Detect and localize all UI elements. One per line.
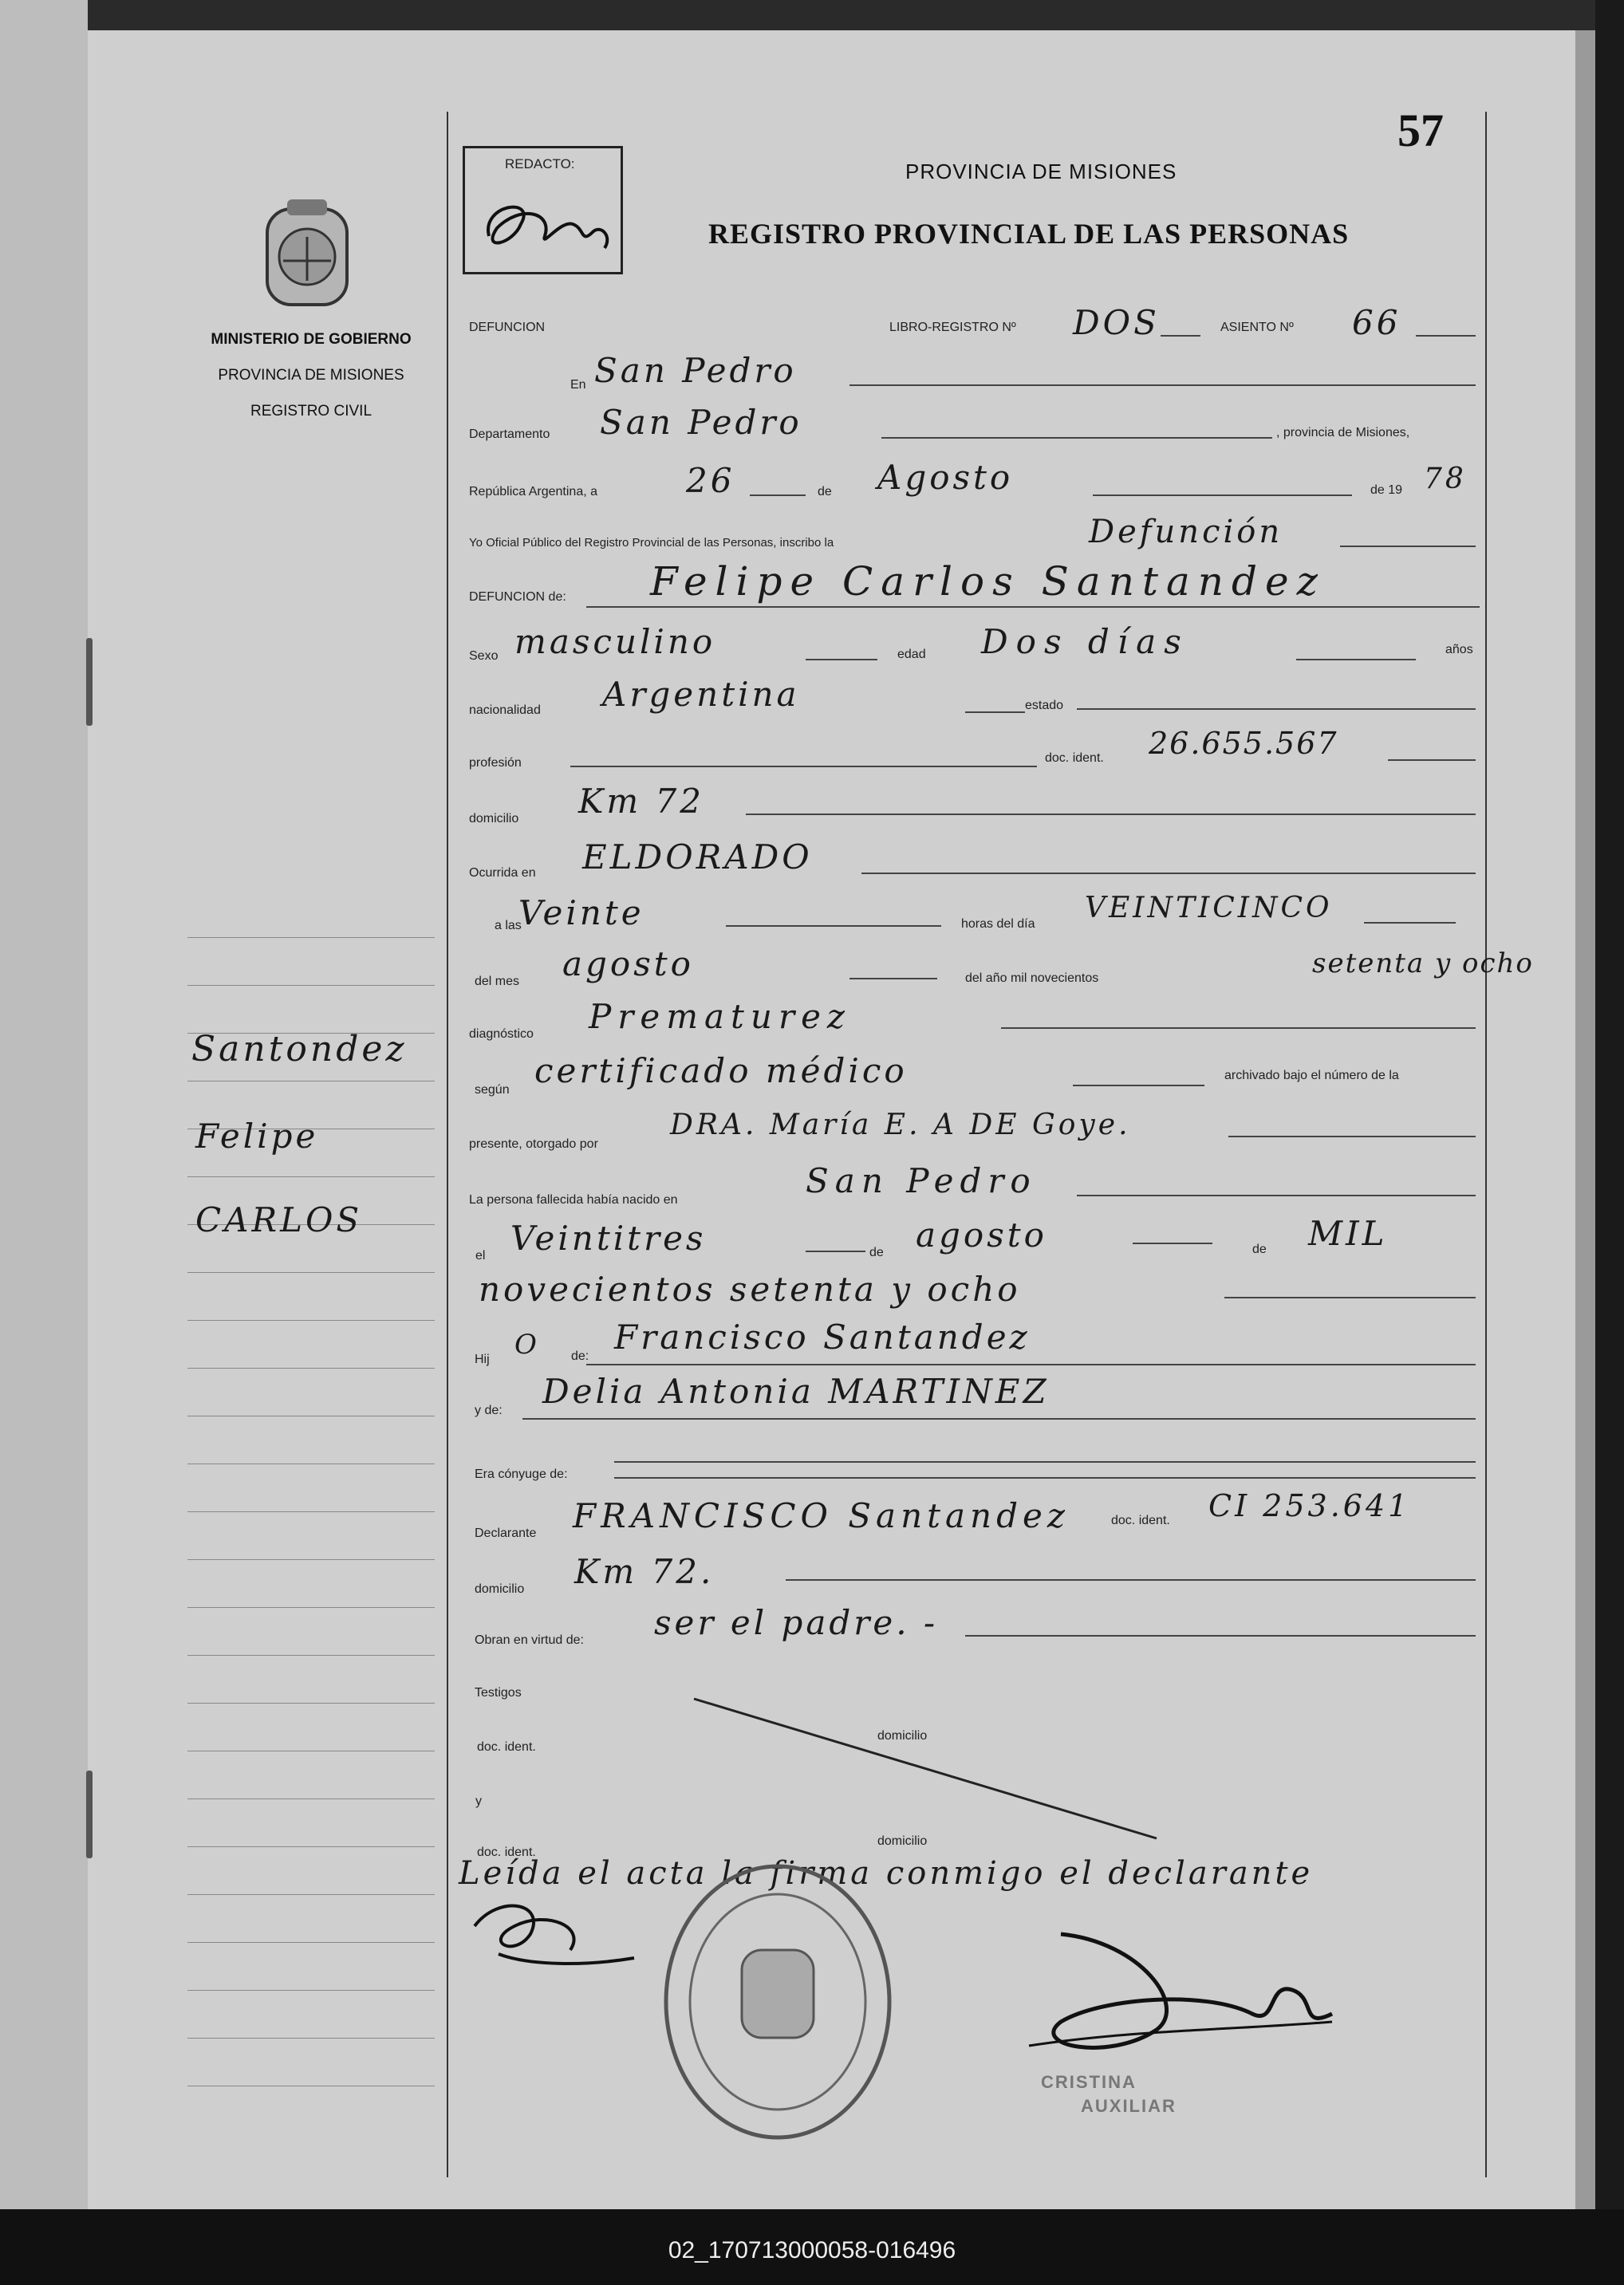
margin-rule bbox=[187, 1368, 435, 1369]
fill-line bbox=[806, 1251, 865, 1252]
label-doc-ident4: doc. ident. bbox=[477, 1846, 536, 1859]
registry-title: REGISTRO PROVINCIAL DE LAS PERSONAS bbox=[708, 218, 1350, 250]
value-dia-texto: VEINTICINCO bbox=[1085, 892, 1333, 924]
ministry-line2: PROVINCIA DE MISIONES bbox=[218, 367, 404, 384]
label-asiento: ASIENTO Nº bbox=[1220, 321, 1294, 334]
label-nacionalidad: nacionalidad bbox=[469, 703, 541, 717]
fill-line bbox=[965, 711, 1025, 713]
value-nac-dia: Veintitres bbox=[510, 1219, 707, 1258]
label-archivado: archivado bajo el número de la bbox=[1224, 1069, 1399, 1082]
label-anos: años bbox=[1445, 643, 1473, 656]
value-nac-ano1: MIL bbox=[1308, 1214, 1388, 1253]
book-spine bbox=[0, 0, 88, 2209]
label-de3: de bbox=[1252, 1243, 1267, 1256]
margin-rule bbox=[187, 1272, 435, 1273]
label-de: de bbox=[818, 485, 832, 498]
margin-rule bbox=[187, 1607, 435, 1608]
margin-rule bbox=[187, 1559, 435, 1560]
fill-line bbox=[726, 925, 941, 927]
value-madre: Delia Antonia MARTINEZ bbox=[542, 1372, 1050, 1411]
redacto-box bbox=[463, 146, 623, 274]
cancellation-stroke bbox=[686, 1691, 1165, 1850]
label-domicilio3: domicilio bbox=[877, 1729, 928, 1743]
label-nacido: La persona fallecida había nacido en bbox=[469, 1193, 678, 1207]
margin-rule bbox=[187, 1798, 435, 1799]
fill-line bbox=[1093, 494, 1352, 496]
margin-rule bbox=[187, 1703, 435, 1704]
value-nacionalidad: Argentina bbox=[602, 675, 800, 714]
label-de2: de bbox=[869, 1246, 884, 1259]
value-inscribo: Defunción bbox=[1089, 514, 1283, 550]
value-domicilio: Km 72 bbox=[578, 782, 704, 821]
fill-line bbox=[1340, 546, 1476, 547]
label-diagnostico: diagnóstico bbox=[469, 1027, 534, 1041]
right-frame-line bbox=[1485, 112, 1487, 2177]
label-y: y bbox=[475, 1795, 482, 1808]
value-nac-ano2: novecientos setenta y ocho bbox=[479, 1270, 1021, 1309]
fill-line bbox=[806, 659, 877, 660]
value-nombre: Felipe Carlos Santandez bbox=[650, 558, 1326, 605]
coat-of-arms-emblem bbox=[259, 193, 355, 311]
margin-rule bbox=[187, 1511, 435, 1512]
margin-rule bbox=[187, 1990, 435, 1991]
label-testigos: Testigos bbox=[475, 1686, 522, 1700]
label-defuncion: DEFUNCION bbox=[469, 321, 546, 334]
fill-line bbox=[786, 1579, 1476, 1581]
top-shadow bbox=[88, 0, 1595, 30]
label-domicilio2: domicilio bbox=[475, 1582, 525, 1596]
fill-line bbox=[1364, 922, 1456, 924]
label-obran: Obran en virtud de: bbox=[475, 1633, 584, 1647]
binding-stitch bbox=[86, 638, 93, 726]
fill-line bbox=[614, 1477, 1476, 1479]
value-sexo: masculino bbox=[514, 622, 716, 661]
page-number: 57 bbox=[1397, 104, 1444, 156]
label-ocurrida: Ocurrida en bbox=[469, 866, 536, 880]
value-ano: 78 bbox=[1424, 463, 1467, 495]
margin-rule bbox=[187, 937, 435, 938]
value-doc-ident: 26.655.567 bbox=[1149, 726, 1338, 761]
value-mes-texto: agosto bbox=[562, 944, 694, 983]
fill-line bbox=[750, 494, 806, 496]
value-obran: ser el padre. - bbox=[654, 1603, 939, 1642]
label-libro: LIBRO-REGISTRO Nº bbox=[889, 321, 1016, 334]
redacto-label: REDACTO: bbox=[505, 156, 575, 171]
value-departamento: San Pedro bbox=[600, 403, 802, 442]
fill-line bbox=[1228, 1136, 1476, 1137]
fill-line bbox=[522, 1418, 1476, 1420]
binding-stitch bbox=[86, 1771, 93, 1858]
value-nac-mes: agosto bbox=[916, 1215, 1047, 1255]
label-estado: estado bbox=[1025, 699, 1064, 712]
redacto-signature bbox=[465, 148, 621, 272]
value-mes: Agosto bbox=[877, 458, 1014, 497]
label-a-las: a las bbox=[495, 919, 522, 932]
value-otorgado: DRA. María E. A DE Goye. bbox=[670, 1109, 1131, 1141]
value-diagnostico: Prematurez bbox=[589, 997, 852, 1036]
fill-line bbox=[849, 384, 1476, 386]
fill-line bbox=[746, 814, 1476, 815]
value-edad: Dos días bbox=[981, 622, 1189, 661]
label-yo-oficial: Yo Oficial Público del Registro Provincial de las Personas, inscribo la bbox=[469, 536, 834, 550]
label-en: En bbox=[570, 378, 586, 392]
page-edge bbox=[1575, 30, 1595, 2209]
declarant-signature bbox=[467, 1878, 650, 1982]
value-ano-texto: setenta y ocho bbox=[1312, 947, 1534, 979]
stamp-title: AUXILIAR bbox=[1081, 2096, 1177, 2116]
fill-line bbox=[1224, 1297, 1476, 1298]
value-decl-doc: CI 253.641 bbox=[1208, 1488, 1411, 1523]
label-del-ano: del año mil novecientos bbox=[965, 971, 1099, 985]
label-doc-ident2: doc. ident. bbox=[1111, 1514, 1170, 1527]
fill-line bbox=[1077, 708, 1476, 710]
value-libro: DOS bbox=[1073, 303, 1160, 342]
label-segun: según bbox=[475, 1083, 510, 1097]
label-domicilio: domicilio bbox=[469, 812, 519, 825]
margin-rule bbox=[187, 1942, 435, 1943]
margin-rule bbox=[187, 985, 435, 986]
label-y-de: y de: bbox=[475, 1404, 503, 1417]
label-departamento: Departamento bbox=[469, 427, 550, 441]
fill-line bbox=[849, 978, 937, 979]
label-provincia: , provincia de Misiones, bbox=[1276, 426, 1410, 439]
margin-name2: CARLOS bbox=[195, 1200, 363, 1239]
value-nacido-en: San Pedro bbox=[806, 1161, 1037, 1200]
fill-line bbox=[861, 873, 1476, 874]
value-padre: Francisco Santandez bbox=[614, 1318, 1031, 1357]
margin-name1: Felipe bbox=[195, 1117, 319, 1156]
label-defuncion-de: DEFUNCION de: bbox=[469, 590, 566, 604]
fill-line bbox=[1073, 1085, 1204, 1086]
value-ocurrida: ELDORADO bbox=[582, 837, 813, 877]
fill-line bbox=[1133, 1243, 1212, 1244]
label-del-mes: del mes bbox=[475, 975, 520, 988]
label-horas-dia: horas del día bbox=[961, 917, 1035, 931]
fill-line bbox=[570, 766, 1037, 767]
left-frame-line bbox=[447, 112, 448, 2177]
official-seal bbox=[654, 1854, 901, 2149]
official-signature bbox=[1013, 1910, 1348, 2070]
label-el: el bbox=[475, 1249, 486, 1263]
value-closing: Leída el acta la firma conmigo el declarante bbox=[459, 1855, 1314, 1892]
margin-rule bbox=[187, 1176, 435, 1177]
value-en: San Pedro bbox=[594, 351, 797, 390]
value-declarante: FRANCISCO Santandez bbox=[573, 1496, 1070, 1535]
fill-line bbox=[1161, 335, 1200, 337]
fill-line bbox=[1388, 759, 1476, 761]
fill-line bbox=[586, 606, 1480, 608]
label-doc-ident: doc. ident. bbox=[1045, 751, 1104, 765]
label-edad: edad bbox=[897, 648, 926, 661]
scan-id: 02_170713000058-016496 bbox=[668, 2237, 956, 2263]
label-conyuge: Era cónyuge de: bbox=[475, 1468, 568, 1481]
stamp-name: CRISTINA bbox=[1041, 2072, 1137, 2092]
fill-line bbox=[1001, 1027, 1476, 1029]
label-de-padre: de: bbox=[571, 1349, 589, 1363]
label-declarante: Declarante bbox=[475, 1527, 537, 1540]
margin-rule bbox=[187, 1320, 435, 1321]
fill-line bbox=[965, 1635, 1476, 1637]
label-doc-ident3: doc. ident. bbox=[477, 1740, 536, 1754]
value-decl-domicilio: Km 72. bbox=[574, 1552, 715, 1591]
margin-rule bbox=[187, 1846, 435, 1847]
fill-line bbox=[881, 437, 1272, 439]
fill-line bbox=[586, 1364, 1476, 1365]
label-republica: República Argentina, a bbox=[469, 485, 597, 498]
value-hora: Veinte bbox=[518, 893, 644, 932]
label-profesion: profesión bbox=[469, 756, 522, 770]
label-hij: Hij bbox=[475, 1353, 490, 1366]
margin-surname: Santondez bbox=[191, 1029, 408, 1070]
label-sexo: Sexo bbox=[469, 649, 499, 663]
label-presente: presente, otorgado por bbox=[469, 1137, 598, 1151]
ministry-line3: REGISTRO CIVIL bbox=[250, 403, 372, 420]
value-segun: certificado médico bbox=[534, 1051, 908, 1090]
ministry-line1: MINISTERIO DE GOBIERNO bbox=[211, 331, 412, 348]
value-hijo-letra: O bbox=[514, 1329, 540, 1361]
fill-line bbox=[1296, 659, 1416, 660]
margin-rule bbox=[187, 1894, 435, 1895]
value-asiento: 66 bbox=[1352, 303, 1401, 342]
label-domicilio4: domicilio bbox=[877, 1834, 928, 1848]
province-title: PROVINCIA DE MISIONES bbox=[905, 160, 1177, 183]
fill-line bbox=[614, 1461, 1476, 1463]
value-dia: 26 bbox=[686, 461, 735, 500]
margin-rule bbox=[187, 1655, 435, 1656]
fill-line bbox=[1416, 335, 1476, 337]
fill-line bbox=[1077, 1195, 1476, 1196]
label-de-19: de 19 bbox=[1370, 483, 1403, 497]
margin-rule bbox=[187, 2038, 435, 2039]
